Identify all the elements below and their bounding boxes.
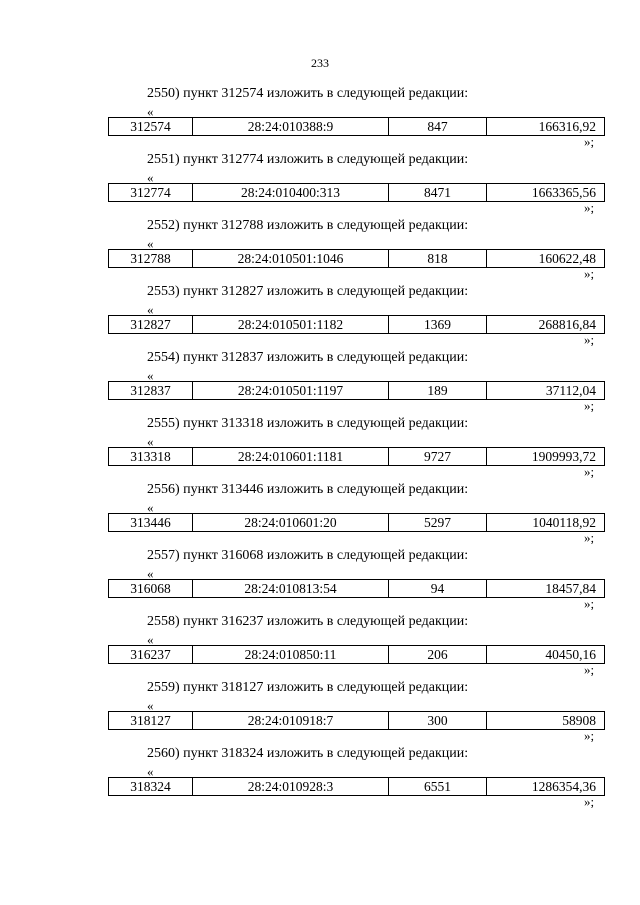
cadastral-number-cell: 28:24:010501:1182: [192, 316, 388, 333]
value-cell: 160622,48: [486, 250, 604, 267]
amendment-entry: [0, 218, 640, 284]
opening-quote: «: [147, 368, 154, 383]
value-cell: 58908: [486, 712, 604, 729]
area-cell: 5297: [388, 514, 486, 531]
closing-quote: »;: [584, 728, 595, 743]
amendment-entry: [0, 482, 640, 548]
amendment-heading: 2558) пункт 316237 изложить в следующей редакции:: [147, 614, 469, 629]
table-row: [108, 183, 605, 202]
item-number-cell: 316237: [130, 647, 171, 662]
amendment-entry: [0, 416, 640, 482]
table-row: [108, 315, 605, 334]
closing-quote: »;: [584, 596, 595, 611]
opening-quote: «: [147, 236, 154, 251]
item-number-cell: 312574: [130, 119, 171, 134]
cadastral-number-cell: 28:24:010501:1197: [192, 382, 388, 399]
table-row: [108, 579, 605, 598]
closing-quote: »;: [584, 266, 595, 281]
item-number-cell: 318324: [130, 779, 171, 794]
amendment-entry: [0, 284, 640, 350]
amendment-entry: [0, 350, 640, 416]
amendment-heading: 2550) пункт 312574 изложить в следующей редакции:: [147, 86, 469, 101]
item-number-cell: 312827: [130, 317, 171, 332]
area-cell: 1369: [388, 316, 486, 333]
amendment-entry: [0, 152, 640, 218]
opening-quote: «: [147, 104, 154, 119]
closing-quote: »;: [584, 332, 595, 347]
closing-quote: »;: [584, 398, 595, 413]
item-number-cell: 316068: [130, 581, 171, 596]
opening-quote: «: [147, 566, 154, 581]
amendment-entry: [0, 548, 640, 614]
cadastral-number-cell: 28:24:010918:7: [192, 712, 388, 729]
item-number-cell: 312774: [130, 185, 171, 200]
value-cell: 40450,16: [486, 646, 604, 663]
cadastral-number-cell: 28:24:010601:1181: [192, 448, 388, 465]
value-cell: 166316,92: [486, 118, 604, 135]
table-row: [108, 117, 605, 136]
area-cell: 6551: [388, 778, 486, 795]
opening-quote: «: [147, 500, 154, 515]
closing-quote: »;: [584, 794, 595, 809]
opening-quote: «: [147, 764, 154, 779]
cadastral-number-cell: 28:24:010388:9: [192, 118, 388, 135]
cadastral-number-cell: 28:24:010928:3: [192, 778, 388, 795]
table-row: [108, 447, 605, 466]
opening-quote: «: [147, 632, 154, 647]
opening-quote: «: [147, 170, 154, 185]
item-number-cell: 312788: [130, 251, 171, 266]
cadastral-number-cell: 28:24:010850:11: [192, 646, 388, 663]
value-cell: 1663365,56: [486, 184, 604, 201]
amendment-entry: [0, 614, 640, 680]
closing-quote: »;: [584, 530, 595, 545]
area-cell: 206: [388, 646, 486, 663]
amendment-entry: [0, 680, 640, 746]
amendment-heading: 2553) пункт 312827 изложить в следующей редакции:: [147, 284, 469, 299]
closing-quote: »;: [584, 134, 595, 149]
value-cell: 1286354,36: [486, 778, 604, 795]
closing-quote: »;: [584, 662, 595, 677]
value-cell: 18457,84: [486, 580, 604, 597]
amendment-heading: 2560) пункт 318324 изложить в следующей редакции:: [147, 746, 469, 761]
amendment-heading: 2556) пункт 313446 изложить в следующей редакции:: [147, 482, 469, 497]
value-cell: 1040118,92: [486, 514, 604, 531]
closing-quote: »;: [584, 464, 595, 479]
amendment-heading: 2557) пункт 316068 изложить в следующей редакции:: [147, 548, 469, 563]
item-number-cell: 318127: [130, 713, 171, 728]
amendment-heading: 2552) пункт 312788 изложить в следующей редакции:: [147, 218, 469, 233]
opening-quote: «: [147, 434, 154, 449]
cadastral-number-cell: 28:24:010601:20: [192, 514, 388, 531]
opening-quote: «: [147, 698, 154, 713]
area-cell: 94: [388, 580, 486, 597]
table-row: [108, 711, 605, 730]
amendment-heading: 2551) пункт 312774 изложить в следующей редакции:: [147, 152, 469, 167]
area-cell: 8471: [388, 184, 486, 201]
value-cell: 37112,04: [486, 382, 604, 399]
opening-quote: «: [147, 302, 154, 317]
amendment-entry: [0, 746, 640, 812]
item-number-cell: 313446: [130, 515, 171, 530]
table-row: [108, 645, 605, 664]
closing-quote: »;: [584, 200, 595, 215]
cadastral-number-cell: 28:24:010501:1046: [192, 250, 388, 267]
value-cell: 268816,84: [486, 316, 604, 333]
amendment-heading: 2554) пункт 312837 изложить в следующей редакции:: [147, 350, 469, 365]
table-row: [108, 777, 605, 796]
item-number-cell: 312837: [130, 383, 171, 398]
area-cell: 300: [388, 712, 486, 729]
page-number: 233: [311, 56, 329, 70]
area-cell: 818: [388, 250, 486, 267]
amendment-heading: 2555) пункт 313318 изложить в следующей редакции:: [147, 416, 469, 431]
table-row: [108, 381, 605, 400]
item-number-cell: 313318: [130, 449, 171, 464]
area-cell: 9727: [388, 448, 486, 465]
value-cell: 1909993,72: [486, 448, 604, 465]
cadastral-number-cell: 28:24:010400:313: [192, 184, 388, 201]
amendment-heading: 2559) пункт 318127 изложить в следующей редакции:: [147, 680, 469, 695]
table-row: [108, 513, 605, 532]
cadastral-number-cell: 28:24:010813:54: [192, 580, 388, 597]
area-cell: 847: [388, 118, 486, 135]
table-row: [108, 249, 605, 268]
area-cell: 189: [388, 382, 486, 399]
amendment-entry: [0, 86, 640, 152]
